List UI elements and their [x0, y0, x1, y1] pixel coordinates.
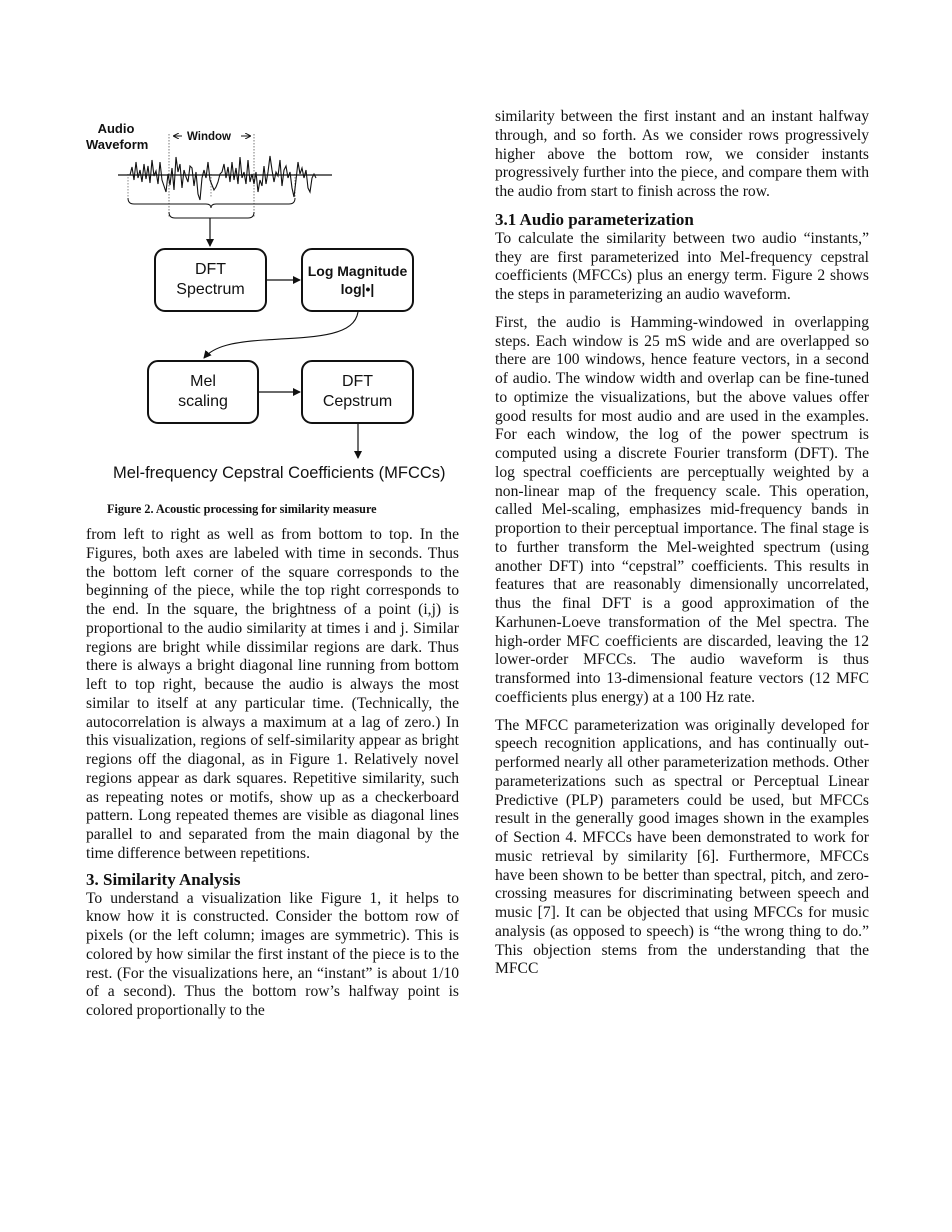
paragraph: The MFCC parameterization was originally developed for speech recognition applications, and has continually out-performed nearly all other parameterization methods. Other parameterizations such as spectral or Perceptual Linear Predictive (PLP) parameters could be used, but MFCCs result in the generally good images shown in the examples of Section 4. MFCCs have been demonstrated to work for music retrieval by similarity [6]. Furthermore, MFCCs have been shown to be better than spectral, pitch, and zero-crossing measures for discriminating between speech and music [7]. It can be objected that using MFCCs for music analysis (as opposed to speech) is “the wrong thing to do.” This objection stems from the understanding that the MFCC	[495, 716, 869, 978]
window-label: Window	[187, 131, 231, 143]
log-magnitude-box: Log Magnitude log|•|	[301, 248, 414, 312]
paragraph: To understand a visualization like Figure 1, it helps to know how it is constructed. Consider the bottom row of pixels (or the left column; images are symmetric). This is colored by how similar the first instant of the piece is to the rest. (For the visualizations here, an “instant” is about 1/10 of a second). Thus the bottom row’s halfway point is colored proportionally to the	[86, 889, 459, 1019]
audio-waveform	[130, 156, 316, 200]
paragraph: To calculate the similarity between two audio “instants,” they are first parameterized into Mel-frequency cepstral coefficients (MFCCs) plus an energy term. Figure 2 shows the steps in parameterizing an audio waveform.	[495, 229, 869, 303]
paragraph: from left to right as well as from bottom to top. In the Figures, both axes are labeled with time in seconds. Thus the bottom left corner of the square corresponds to the beginning of the piece, while the top right corresponds to the end. In the square, the brightness of a point (i,j) is proportional to the audio similarity at times i and j. Similar regions are bright while dissimilar regions are dark. Thus there is always a bright diagonal line running from bottom left to top right, because the audio is always the most similar to itself at any particular time. (Technically, the autocorrelation is always a maximum at a lag of zero.) In this visualization, regions of self-similarity appear as bright regions off the diagonal, as in Figure 1. Relatively novel regions appear as dark squares. Repetitive similarity, such as repeating notes or motifs, show up as a checkerboard pattern. Long repeated themes are visible as diagonal lines parallel to and separated from the main diagonal by the time difference between repetitions.	[86, 526, 459, 862]
right-column	[495, 108, 869, 979]
subsection-heading: 3.1 Audio parameterization	[495, 209, 694, 229]
mfcc-output-label: Mel-frequency Cepstral Coefficients (MFCCs)	[113, 464, 446, 482]
dft-spectrum-box: DFT Spectrum	[154, 248, 267, 312]
figure-caption: Figure 2. Acoustic processing for similarity measure	[107, 502, 377, 516]
dft-cepstrum-box: DFT Cepstrum	[301, 360, 414, 424]
paragraph: First, the audio is Hamming-windowed in overlapping steps. Each window is 25 mS wide and are overlapped so there are 100 windows, hence feature vectors, in a second of audio. The window width and overlap can be fine-tuned to optimize the visualizations, but the above values offer good results for most audio and are used in the examples. For each window, the log of the power spectrum is computed using a discrete Fourier transform (DFT). The log spectral coefficients are perceptually weighted by a non-linear map of the frequency scale. This operation, called Mel-scaling, emphasizes mid-frequency bands in proportion to their perceptual importance. The final stage is to further transform the Mel-weighted spectrum (using another DFT) into “cepstral” coefficients. This results in features that are reasonably dimensionally uncorrelated, thus the final DFT is a good approximation of the Karhunen-Loeve transformation of the Mel spectra. The high-order MFC coefficients are discarded, leaving the 12 lower-order MFCCs. The audio waveform is thus transformed into 13-dimensional feature vectors (12 MFC coefficients plus energy) at a 100 Hz rate.	[495, 313, 869, 706]
audio-waveform-label: Audio Waveform	[86, 121, 149, 152]
paragraph: similarity between the first instant and an instant halfway through, and so forth. As we consider rows progressively higher above the bottom row, we consider instants progressively further into the piece, and compare them with the audio from start to finish across the row.	[495, 108, 869, 200]
section-heading: 3. Similarity Analysis	[86, 869, 241, 889]
figure-2-diagram	[84, 112, 464, 522]
mel-scaling-box: Mel scaling	[147, 360, 259, 424]
left-column	[86, 526, 459, 1021]
diagram-lines	[84, 112, 464, 522]
